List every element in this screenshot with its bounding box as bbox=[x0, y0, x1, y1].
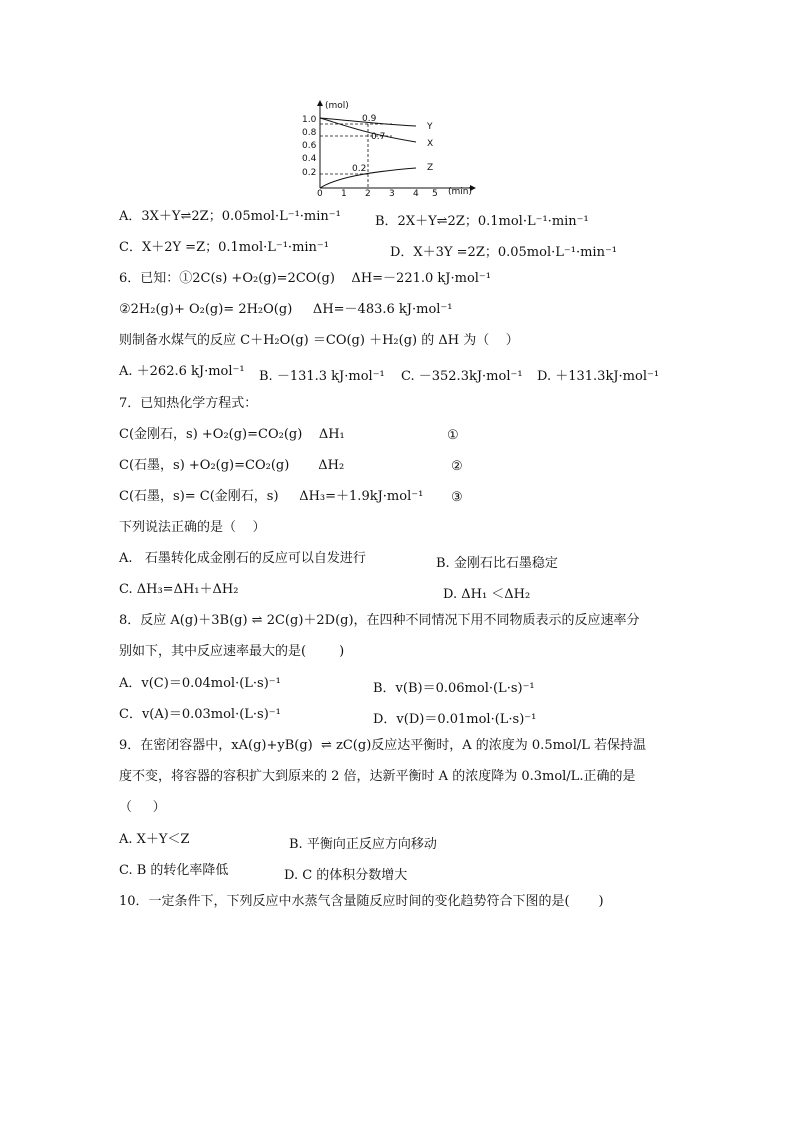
x-tick-label: 3 bbox=[389, 189, 395, 196]
q5-option-a: A．3X＋Y⇌2Z；0.05mol·L⁻¹·min⁻¹ bbox=[119, 209, 341, 224]
x-tick-label: 4 bbox=[413, 189, 419, 196]
q7-option-b: B. 金刚石比石墨稳定 bbox=[436, 556, 558, 571]
x-unit-label: (min) bbox=[448, 187, 472, 196]
concentration-time-graph bbox=[296, 98, 480, 196]
curve-label-x: X bbox=[427, 139, 434, 149]
q9-option-c: C. B 的转化率降低 bbox=[119, 863, 229, 878]
q8-option-b: B．v(B)＝0.06mol·(L·s)⁻¹ bbox=[373, 681, 535, 696]
curve-label-y: Y bbox=[427, 122, 433, 132]
q7-question: 下列说法正确的是（ ） bbox=[119, 520, 266, 535]
x-tick-label: 2 bbox=[365, 189, 371, 196]
curve-label-z: Z bbox=[427, 163, 434, 173]
q8-option-a: A．v(C)＝0.04mol·(L·s)⁻¹ bbox=[119, 676, 281, 691]
q5-option-c: C．X＋2Y =Z；0.1mol·L⁻¹·min⁻¹ bbox=[119, 240, 329, 255]
q7-option-a: A. 石墨转化成金刚石的反应可以自发进行 bbox=[119, 551, 366, 566]
q6-option-a: A. ＋262.6 kJ·mol⁻¹ bbox=[119, 364, 245, 379]
y-unit-label: (mol) bbox=[325, 101, 349, 111]
y-tick-label: 0.2 bbox=[302, 168, 317, 178]
q6-option-b: B. －131.3 kJ·mol⁻¹ bbox=[259, 369, 385, 384]
graph-svg bbox=[296, 98, 480, 196]
q9-stem-blank: （ ） bbox=[119, 800, 166, 815]
annotation-0.2: 0.2 bbox=[352, 164, 367, 174]
q9-option-d: D. C 的体积分数增大 bbox=[284, 868, 408, 883]
y-tick-label: 0.8 bbox=[302, 128, 317, 138]
q7-equation-2-number: ② bbox=[451, 459, 463, 474]
q7-equation-1: C(金刚石，s) +O₂(g)=CO₂(g) ΔH₁ bbox=[119, 427, 345, 442]
q10-stem: 10．一定条件下，下列反应中水蒸气含量随反应时间的变化趋势符合下图的是( ) bbox=[119, 894, 604, 909]
q8-stem-continued: 别如下，其中反应速率最大的是( ) bbox=[119, 644, 345, 659]
q7-equation-2: C(石墨，s) +O₂(g)=CO₂(g) ΔH₂ bbox=[119, 458, 345, 473]
annotation-0.7: 0.7 bbox=[371, 132, 386, 142]
q6-question: 则制备水煤气的反应 C＋H₂O(g) ＝CO(g) ＋H₂(g) 的 ΔH 为（ ） bbox=[119, 333, 519, 348]
q6-option-c: C. －352.3kJ·mol⁻¹ bbox=[401, 369, 523, 384]
q9-option-b: B. 平衡向正反应方向移动 bbox=[289, 837, 437, 852]
x-tick-label: 0 bbox=[317, 189, 323, 196]
q5-option-d: D．X＋3Y =2Z；0.05mol·L⁻¹·min⁻¹ bbox=[390, 245, 618, 260]
x-tick-label: 5 bbox=[432, 189, 438, 196]
y-axis-arrow bbox=[317, 100, 323, 106]
x-tick-label: 1 bbox=[341, 189, 347, 196]
y-tick-label: 0.6 bbox=[302, 141, 317, 151]
y-tick-label: 1.0 bbox=[302, 115, 317, 125]
q7-option-d: D. ΔH₁ ＜ΔH₂ bbox=[443, 587, 531, 602]
y-tick-label: 0.4 bbox=[302, 154, 317, 164]
q7-equation-3: C(石墨，s)= C(金刚石，s) ΔH₃=＋1.9kJ·mol⁻¹ bbox=[119, 489, 424, 504]
q9-stem: 9．在密闭容器中，xA(g)+yB(g) ⇌ zC(g)反应达平衡时，A 的浓度为 0.5mol/L 若保持温 bbox=[119, 738, 647, 753]
q8-option-d: D．v(D)＝0.01mol·(L·s)⁻¹ bbox=[373, 712, 537, 727]
annotation-0.9: 0.9 bbox=[362, 114, 377, 124]
q9-stem-continued: 度不变，将容器的容积扩大到原来的 2 倍，达新平衡时 A 的浓度降为 0.3mol/L.正确的是 bbox=[119, 769, 636, 784]
q9-option-a: A. X＋Y＜Z bbox=[119, 832, 190, 847]
q7-equation-1-number: ① bbox=[447, 428, 459, 443]
q8-option-c: C．v(A)＝0.03mol·(L·s)⁻¹ bbox=[119, 707, 281, 722]
q8-stem: 8．反应 A(g)＋3B(g) ⇌ 2C(g)＋2D(g)，在四种不同情况下用不同物质表示的反应速率分 bbox=[119, 613, 640, 628]
q7-equation-3-number: ③ bbox=[451, 490, 463, 505]
q6-option-d: D. ＋131.3kJ·mol⁻¹ bbox=[537, 369, 660, 384]
q7-option-c: C. ΔH₃=ΔH₁＋ΔH₂ bbox=[119, 582, 239, 597]
q6-equation-2: ②2H₂(g)+ O₂(g)= 2H₂O(g) ΔH=－483.6 kJ·mol⁻¹ bbox=[119, 302, 453, 317]
q7-stem: 7．已知热化学方程式： bbox=[119, 396, 258, 411]
q6-stem: 6．已知：①2C(s) +O₂(g)=2CO(g) ΔH=－221.0 kJ·mol⁻¹ bbox=[119, 271, 491, 286]
q5-option-b: B．2X＋Y⇌2Z；0.1mol·L⁻¹·min⁻¹ bbox=[375, 214, 589, 229]
